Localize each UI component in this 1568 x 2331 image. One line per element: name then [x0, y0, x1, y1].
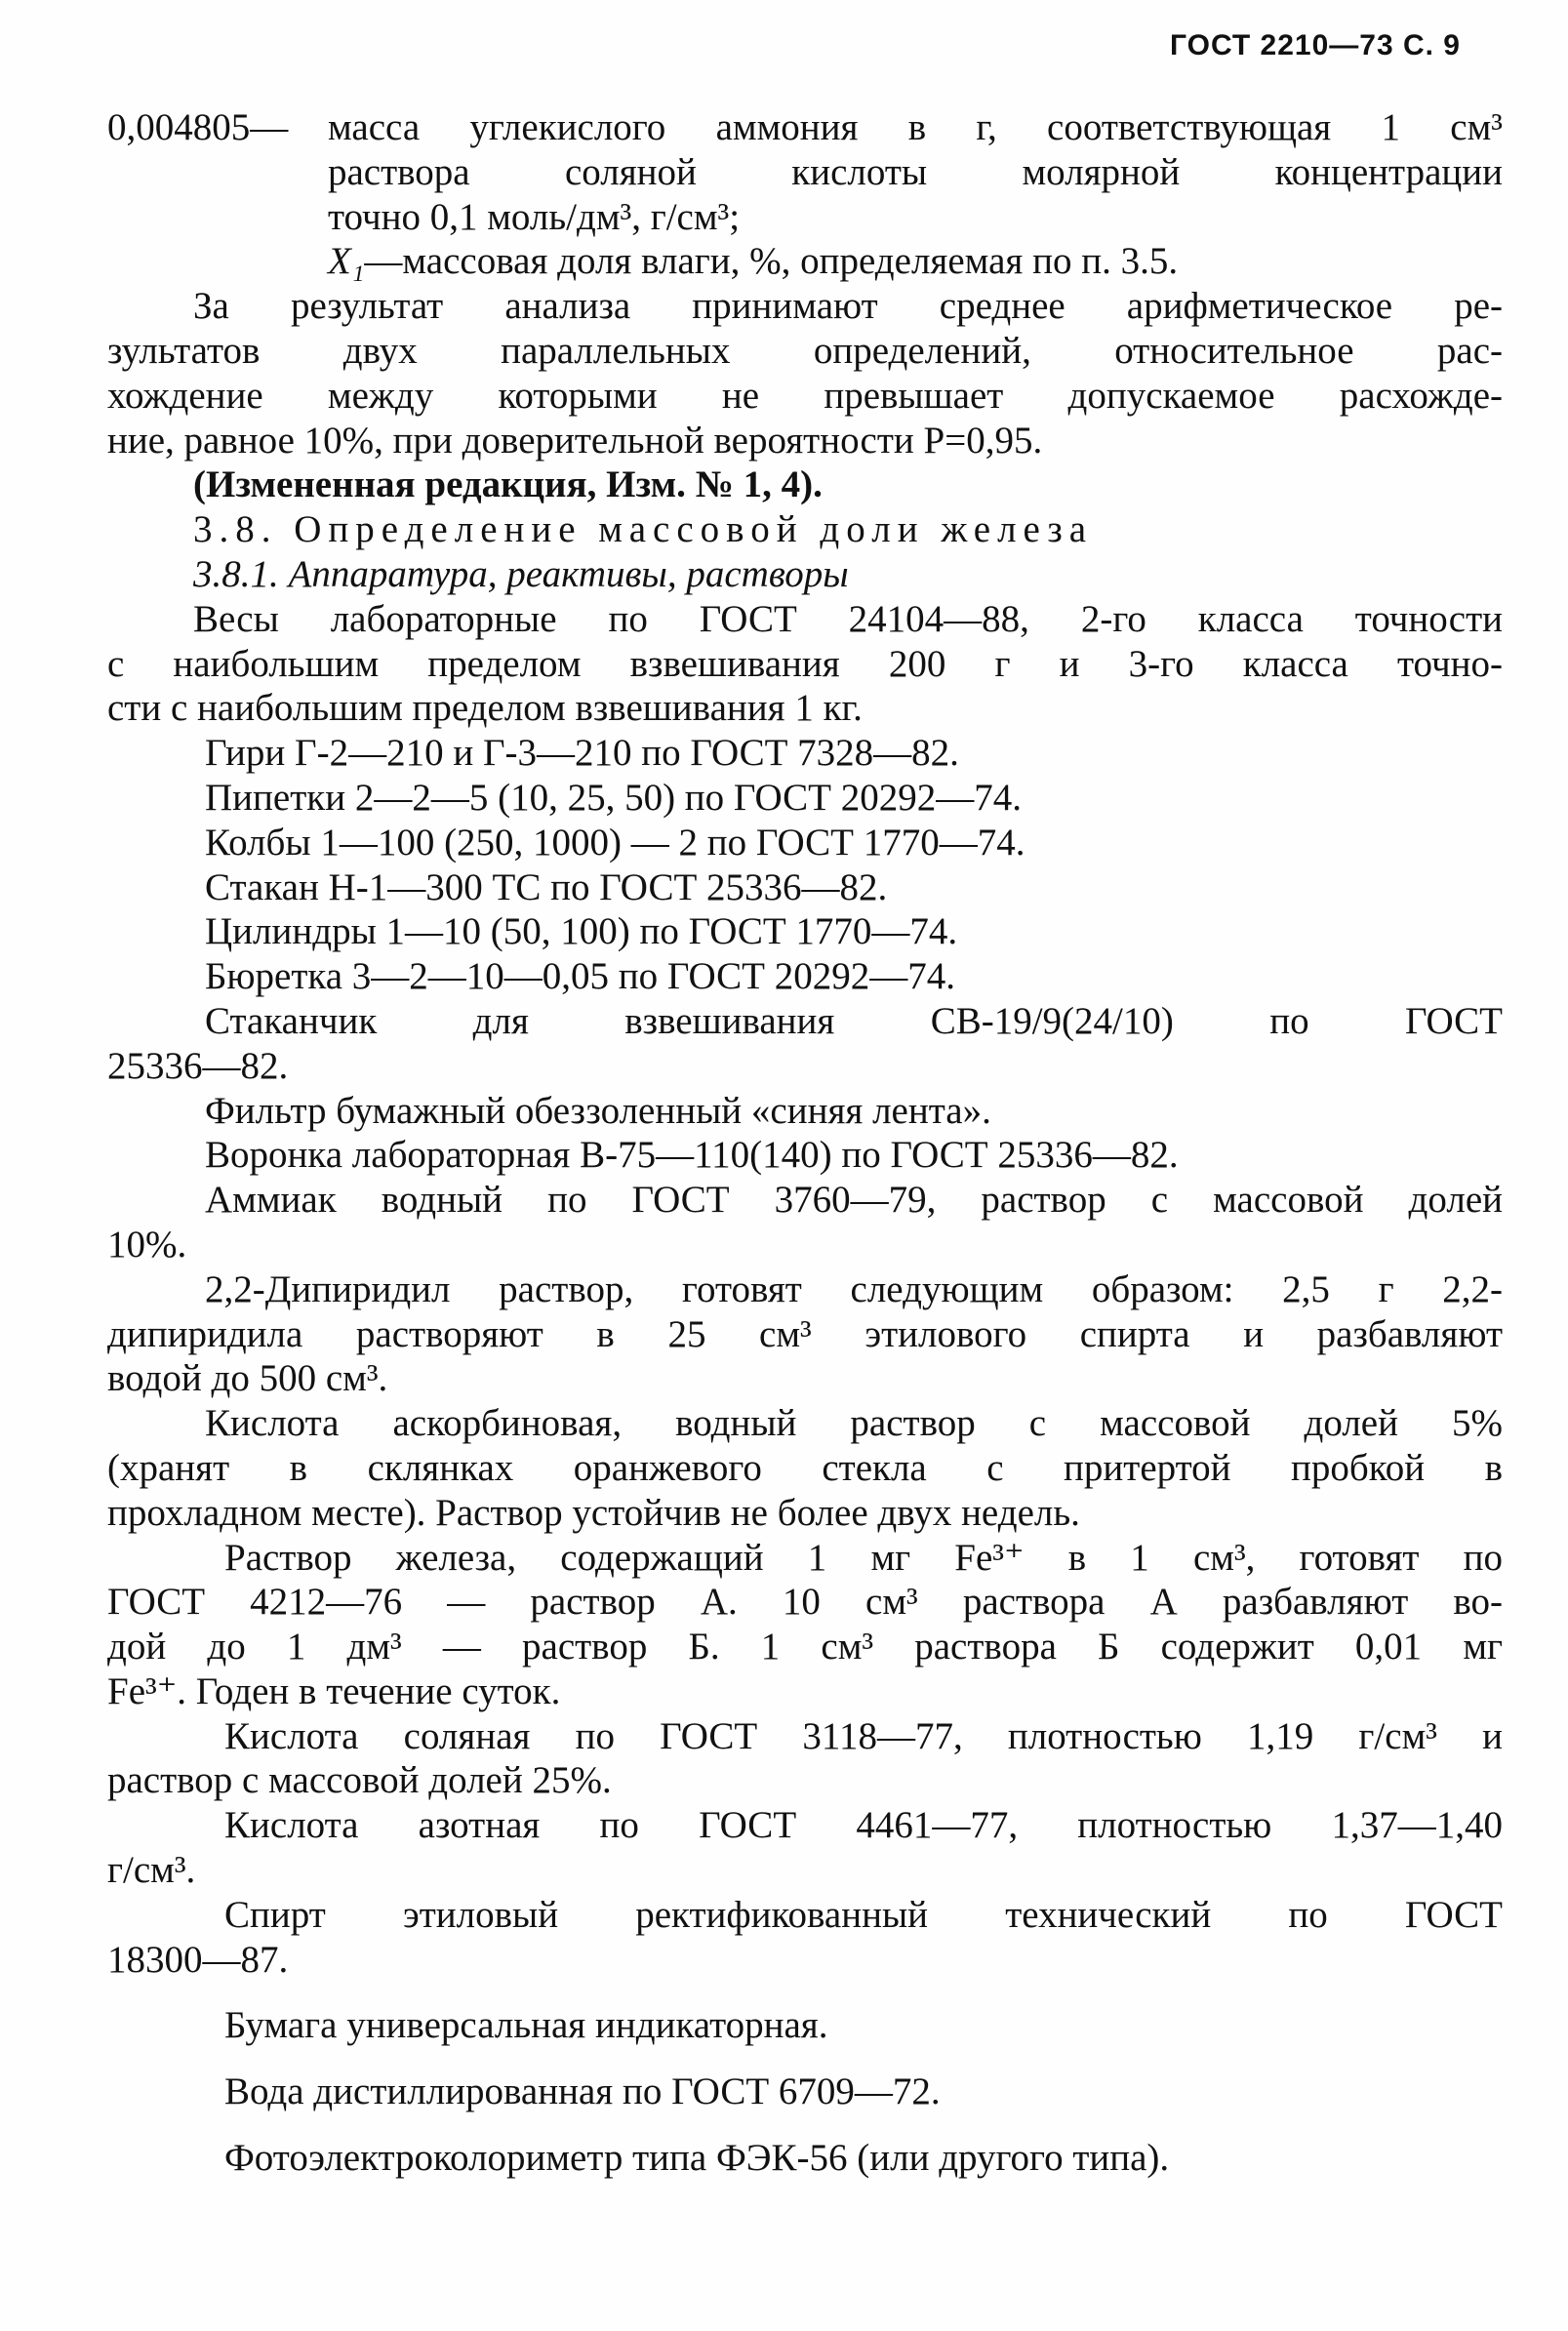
text-line: 25336—82. [107, 1044, 289, 1087]
ascorbic-item [107, 1401, 1503, 1535]
text-line: ние, равное 10%, при доверительной вероятности P=0,95. [107, 419, 1043, 462]
list-item: Вода дистиллированная по ГОСТ 6709—72. [224, 2070, 941, 2113]
list-item: Фотоэлектроколориметр типа ФЭК-56 (или другого типа). [224, 2137, 1170, 2180]
ammonia-item [107, 1178, 1503, 1267]
text-line: Кислота азотная по ГОСТ 4461—77, плотностью 1,37—1,40 [224, 1804, 1503, 1847]
text-line: зультатов двух параллельных определений, относительное рас- [107, 329, 1503, 372]
filter-item: Фильтр бумажный обеззоленный «синяя лента». [205, 1089, 991, 1132]
text-line: сти с наибольшим пределом взвешивания 1 кг. [107, 687, 863, 730]
edit-note: (Измененная редакция, Изм. № 1, 4). [193, 463, 823, 506]
text-line: Раствор железа, содержащий 1 мг Fe³⁺ в 1 см³, готовят по [224, 1536, 1503, 1579]
text-line: 18300—87. [107, 1938, 289, 1981]
text-line: г/см³. [107, 1849, 196, 1892]
funnel-item: Воронка лабораторная В-75—110(140) по ГОСТ 25336—82. [205, 1134, 1179, 1177]
text-line: масса углекислого аммония в г, соответствующая 1 см³ [328, 106, 1503, 148]
list-item: Колбы 1—100 (250, 1000) — 2 по ГОСТ 1770—74. [205, 821, 1025, 864]
list-item: Гири Г-2—210 и Г-3—210 по ГОСТ 7328—82. [205, 732, 959, 775]
list-item: Пипетки 2—2—5 (10, 25, 50) по ГОСТ 20292—74. [205, 776, 1022, 819]
text-line: 2,2-Дипиридил раствор, готовят следующим образом: 2,5 г 2,2- [205, 1267, 1503, 1310]
text-line: с наибольшим пределом взвешивания 200 г и 3-го класса точно- [107, 642, 1503, 685]
text-line: Аммиак водный по ГОСТ 3760—79, раствор с массовой долей [205, 1179, 1503, 1222]
text-line: Кислота аскорбиновая, водный раствор с массовой долей 5% [205, 1402, 1503, 1445]
text-line: дой до 1 дм³ — раствор Б. 1 см³ раствора Б содержит 0,01 мг [107, 1626, 1503, 1668]
text-line: дипиридила растворяют в 25 см³ этилового спирта и разбавляют [107, 1312, 1503, 1355]
beaker-item [107, 999, 1503, 1089]
text-line: Fe³⁺. Годен в течение суток. [107, 1669, 561, 1712]
dipyridyl-item [107, 1267, 1503, 1401]
page-header: ГОСТ 2210—73 С. 9 [1170, 29, 1461, 61]
ethanol-item [107, 1893, 1503, 1983]
text-line: Весы лабораторные по ГОСТ 24104—88, 2-го класса точности [193, 597, 1503, 640]
text-line: Кислота соляная по ГОСТ 3118—77, плотностью 1,19 г/см³ и [224, 1714, 1503, 1757]
text-line: 10%. [107, 1223, 187, 1266]
text-line: прохладном месте). Раствор устойчив не более двух недель. [107, 1491, 1080, 1534]
text-line: хождение между которыми не превышает допускаемое расхожде- [107, 374, 1503, 417]
section-title: 3.8. Определение массовой доли железа [193, 508, 1094, 551]
nitric-item [107, 1803, 1503, 1893]
list-item: Стакан Н-1—300 ТС по ГОСТ 25336—82. [205, 865, 888, 908]
definition-desc: —массовая доля влаги, %, определяемая по п. 3.5. [364, 240, 1179, 283]
iron-solution-item [107, 1536, 1503, 1714]
text-line: раствор с массовой долей 25%. [107, 1759, 612, 1802]
list-item: Бумага универсальная индикаторная. [224, 2004, 828, 2047]
definition-term: X₁ [328, 240, 365, 283]
equipment-list [107, 731, 1503, 999]
text-line: водой до 500 см³. [107, 1357, 388, 1400]
text-line: За результат анализа принимают среднее арифметическое ре- [193, 285, 1503, 328]
definition-term: 0,004805— [107, 106, 289, 148]
result-paragraph [107, 284, 1503, 462]
scales-paragraph [107, 597, 1503, 731]
definition-item [107, 105, 1503, 239]
subsection-title: 3.8.1. Аппаратура, реактивы, растворы [193, 552, 849, 595]
definition-text [328, 239, 1178, 284]
definition-text [328, 105, 1503, 239]
text-line: (хранят в склянках оранжевого стекла с притертой пробкой в [107, 1446, 1503, 1489]
text-line: ГОСТ 4212—76 — раствор А. 10 см³ раствора А разбавляют во- [107, 1581, 1503, 1624]
text-line: раствора соляной кислоты молярной концентрации [328, 150, 1503, 193]
list-item: Цилиндры 1—10 (50, 100) по ГОСТ 1770—74. [205, 910, 958, 953]
text-line: точно 0,1 моль/дм³, г/см³; [328, 195, 741, 238]
document-body [107, 105, 1503, 2181]
text-line: Стаканчик для взвешивания СВ-19/9(24/10) по ГОСТ [205, 999, 1503, 1042]
definition-item [107, 239, 1503, 284]
hydrochloric-item [107, 1714, 1503, 1804]
text-line: Спирт этиловый ректификованный технический по ГОСТ [224, 1893, 1503, 1936]
list-item: Бюретка 3—2—10—0,05 по ГОСТ 20292—74. [205, 955, 955, 998]
